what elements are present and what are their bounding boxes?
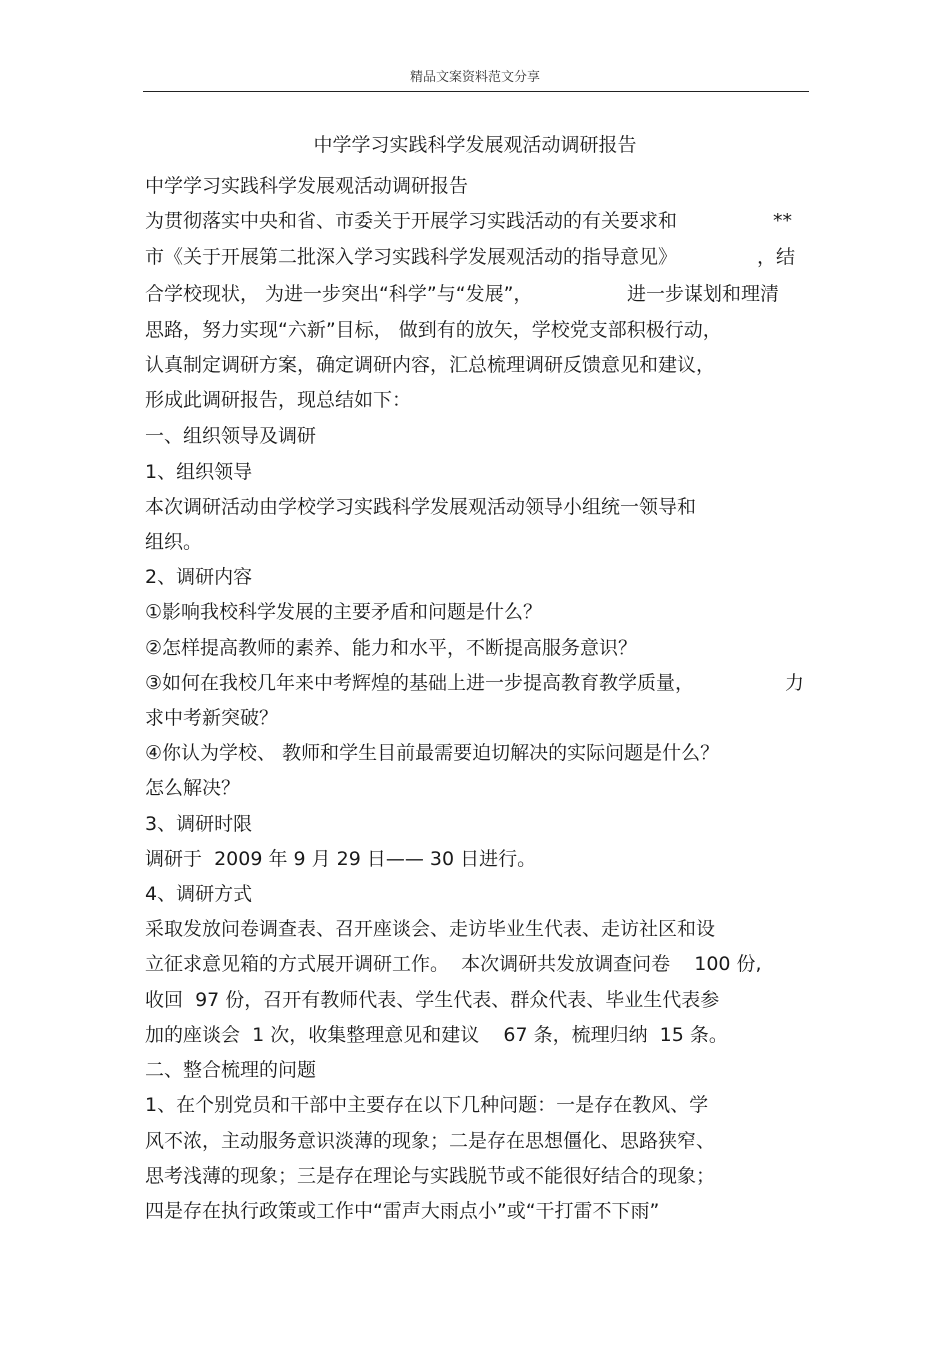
body-line: 求中考新突破？ <box>145 707 279 729</box>
line-text: 合学校现状， 为进一步突出“科学”与“发展”， <box>145 283 533 305</box>
subsection-heading: 3、调研时限 <box>145 813 253 835</box>
subsection-heading: 1、组织领导 <box>145 461 253 483</box>
line-text: ③如何在我校几年来中考辉煌的基础上进一步提高教育教学质量， <box>145 672 695 694</box>
body-line: 立征求意见箱的方式展开调研工作。 本次调研共发放调查问卷 100 份, <box>145 953 762 975</box>
body-line: 四是存在执行政策或工作中“雷声大雨点小”或“干打雷不下雨” <box>145 1200 660 1222</box>
section-heading: 一、组织领导及调研 <box>145 425 317 447</box>
body-line: 组织。 <box>145 531 203 553</box>
line-tail: ** <box>773 210 792 232</box>
body-line: 加的座谈会 1 次，收集整理意见和建议 67 条，梳理归纳 15 条。 <box>145 1024 728 1046</box>
body-line: 思考浅薄的现象；三是存在理论与实践脱节或不能很好结合的现象； <box>145 1165 716 1187</box>
line-text: 为贯彻落实中央和省、市委关于开展学习实践活动的有关要求和 <box>145 210 678 232</box>
body-line: 本次调研活动由学校学习实践科学发展观活动领导小组统一领导和 <box>145 496 697 518</box>
section-heading: 二、整合梳理的问题 <box>145 1059 317 1081</box>
body-line <box>145 245 796 269</box>
body-line: 收回 97 份，召开有教师代表、学生代表、群众代表、毕业生代表参 <box>145 989 720 1011</box>
line-tail: 力 <box>785 672 805 694</box>
document-title: 中学学习实践科学发展观活动调研报告 <box>313 134 637 156</box>
header-rule <box>143 91 809 92</box>
list-item: ①影响我校科学发展的主要矛盾和问题是什么？ <box>145 601 543 623</box>
body-line <box>145 209 792 233</box>
body-line: 采取发放问卷调查表、召开座谈会、走访毕业生代表、走访社区和设 <box>145 918 716 940</box>
line-text: 市《关于开展第二批深入学习实践科学发展观活动的指导意见》 <box>145 246 678 268</box>
body-line <box>145 282 780 306</box>
body-line: 思路，努力实现“六新”目标， 做到有的放矢，学校党支部积极行动， <box>145 319 722 341</box>
page-header: 精品文案资料范文分享 <box>409 70 540 85</box>
subsection-heading: 2、调研内容 <box>145 566 253 588</box>
subsection-heading: 4、调研方式 <box>145 883 253 905</box>
line-tail: ，结 <box>757 246 796 268</box>
body-line: 中学学习实践科学发展观活动调研报告 <box>145 175 469 197</box>
line-tail: 进一步谋划和理清 <box>627 283 780 305</box>
body-line: 形成此调研报告，现总结如下： <box>145 389 412 411</box>
body-line: 怎么解决？ <box>145 777 241 799</box>
body-line: 调研于 2009 年 9 月 29 日—— 30 日进行。 <box>145 848 537 870</box>
body-line: 1、在个别党员和干部中主要存在以下几种问题：一是存在教风、学 <box>145 1094 709 1116</box>
body-line: 认真制定调研方案，确定调研内容，汇总梳理调研反馈意见和建议， <box>145 354 716 376</box>
list-item <box>145 671 805 695</box>
list-item: ④你认为学校、 教师和学生目前最需要迫切解决的实际问题是什么？ <box>145 742 720 764</box>
list-item: ②怎样提高教师的素养、能力和水平，不断提高服务意识？ <box>145 637 638 659</box>
body-line: 风不浓，主动服务意识淡薄的现象；二是存在思想僵化、思路狭窄、 <box>145 1130 716 1152</box>
